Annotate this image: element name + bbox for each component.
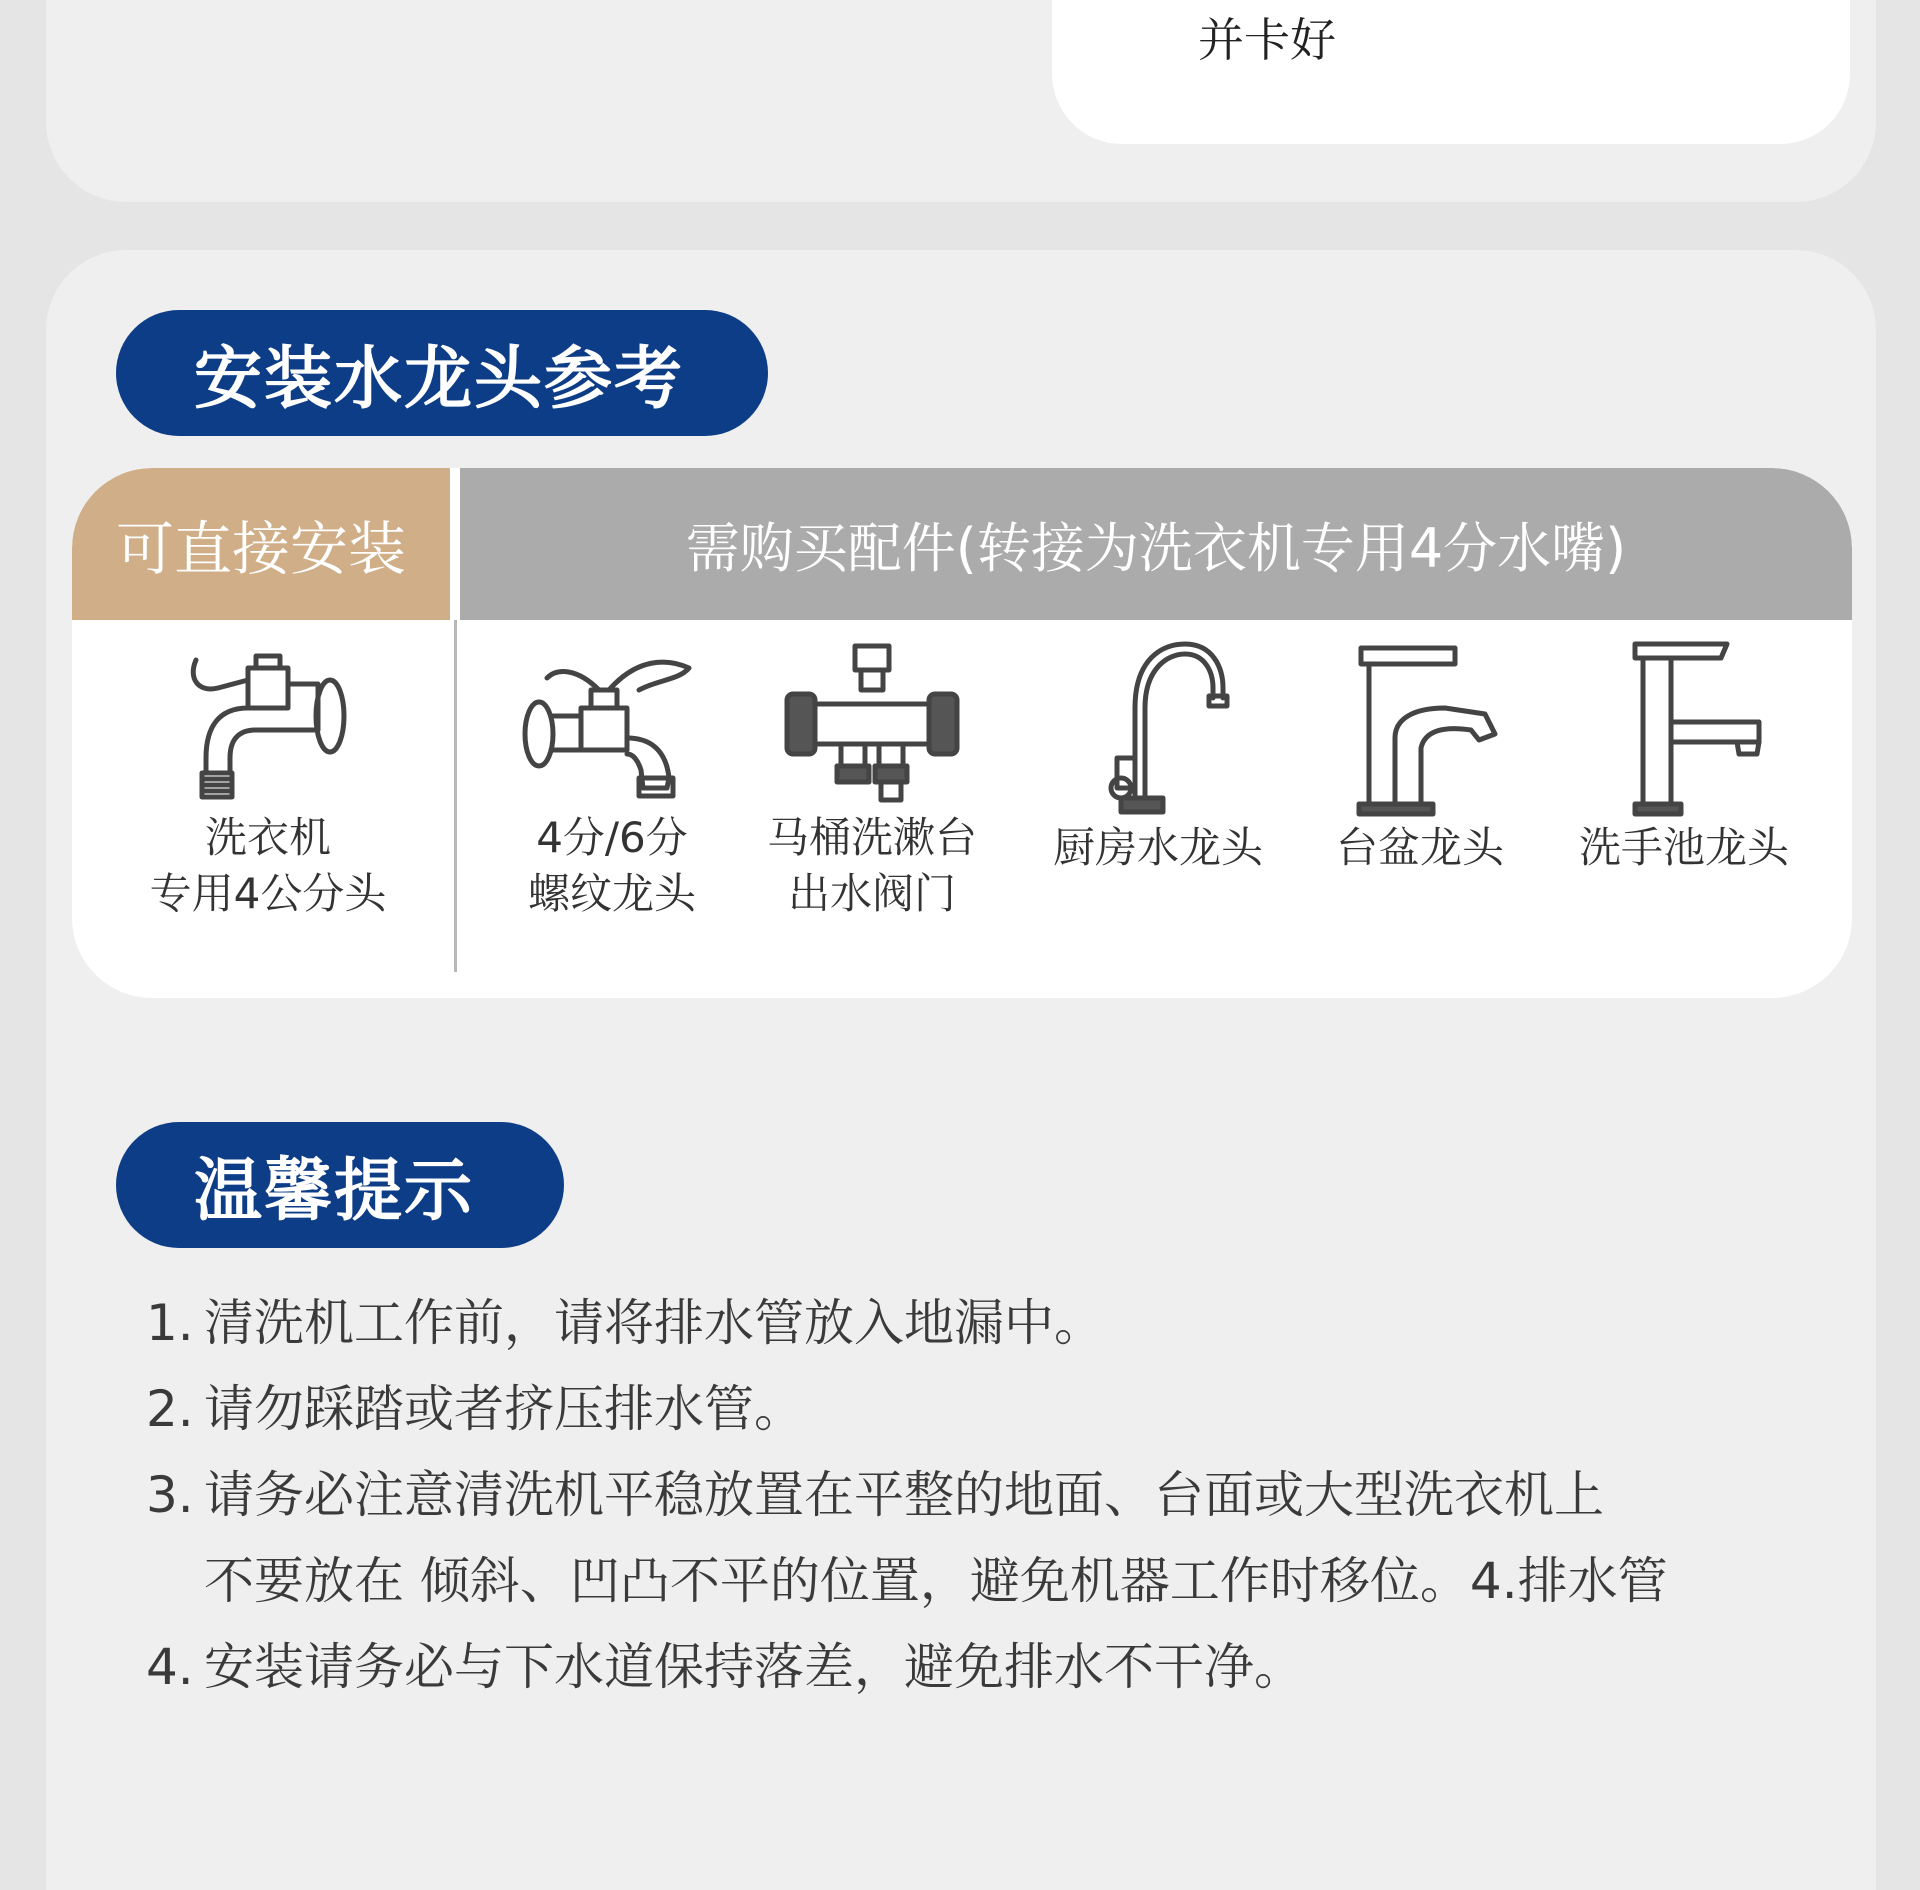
faucet-item-label: 4分/6分 螺纹龙头 [527, 813, 696, 918]
faucet-item-label: 马桶洗漱台 出水阀门 [766, 813, 977, 918]
faucet-item [1028, 638, 1288, 876]
faucet-section-title: 安装水龙头参考 [116, 310, 768, 436]
card-text: 并卡好 [1198, 13, 1336, 67]
faucet-item [1554, 638, 1814, 876]
top-white-card [1052, 0, 1850, 144]
column-divider [454, 620, 457, 972]
faucet-item [1290, 638, 1550, 876]
faucet-item-label: 洗衣机 专用4公分头 [149, 813, 387, 918]
header-direct-install: 可直接安装 [72, 468, 450, 620]
kitchen-faucet-icon [1073, 638, 1243, 818]
tip-item: 2. 请勿踩踏或者挤压排水管。 [146, 1380, 804, 1438]
faucet-table [72, 468, 1852, 998]
tip-item: 4. 安装请务必与下水道保持落差，避免排水不干净。 [146, 1638, 1304, 1696]
sink-faucet-icon [1599, 638, 1769, 818]
faucet-item-label: 厨房水龙头 [1052, 823, 1263, 872]
threaded-tap-icon [517, 638, 707, 808]
header-gap [450, 468, 460, 620]
header-need-accessory: 需购买配件(转接为洗衣机专用4分水嘴) [460, 468, 1852, 620]
washing-machine-tap-icon [178, 638, 358, 808]
faucet-item [742, 638, 1002, 922]
faucet-item [482, 638, 742, 922]
faucet-item [138, 638, 398, 922]
tip-item: 1. 清洗机工作前，请将排水管放入地漏中。 [146, 1294, 1104, 1352]
faucet-item-label: 台盆龙头 [1335, 823, 1504, 872]
faucet-item-label: 洗手池龙头 [1578, 823, 1789, 872]
tips-list [146, 1280, 1846, 1710]
basin-faucet-icon [1335, 638, 1505, 818]
top-panel [46, 0, 1876, 202]
main-panel [46, 250, 1876, 1890]
angle-valve-icon [777, 638, 967, 808]
tips-section-title: 温馨提示 [116, 1122, 564, 1248]
tip-item: 3. 请务必注意清洗机平稳放置在平整的地面、台面或大型洗衣机上 不要放在 倾斜、凹凸不平的位置，避免机器工作时移位。4.排水管 [146, 1466, 1668, 1610]
